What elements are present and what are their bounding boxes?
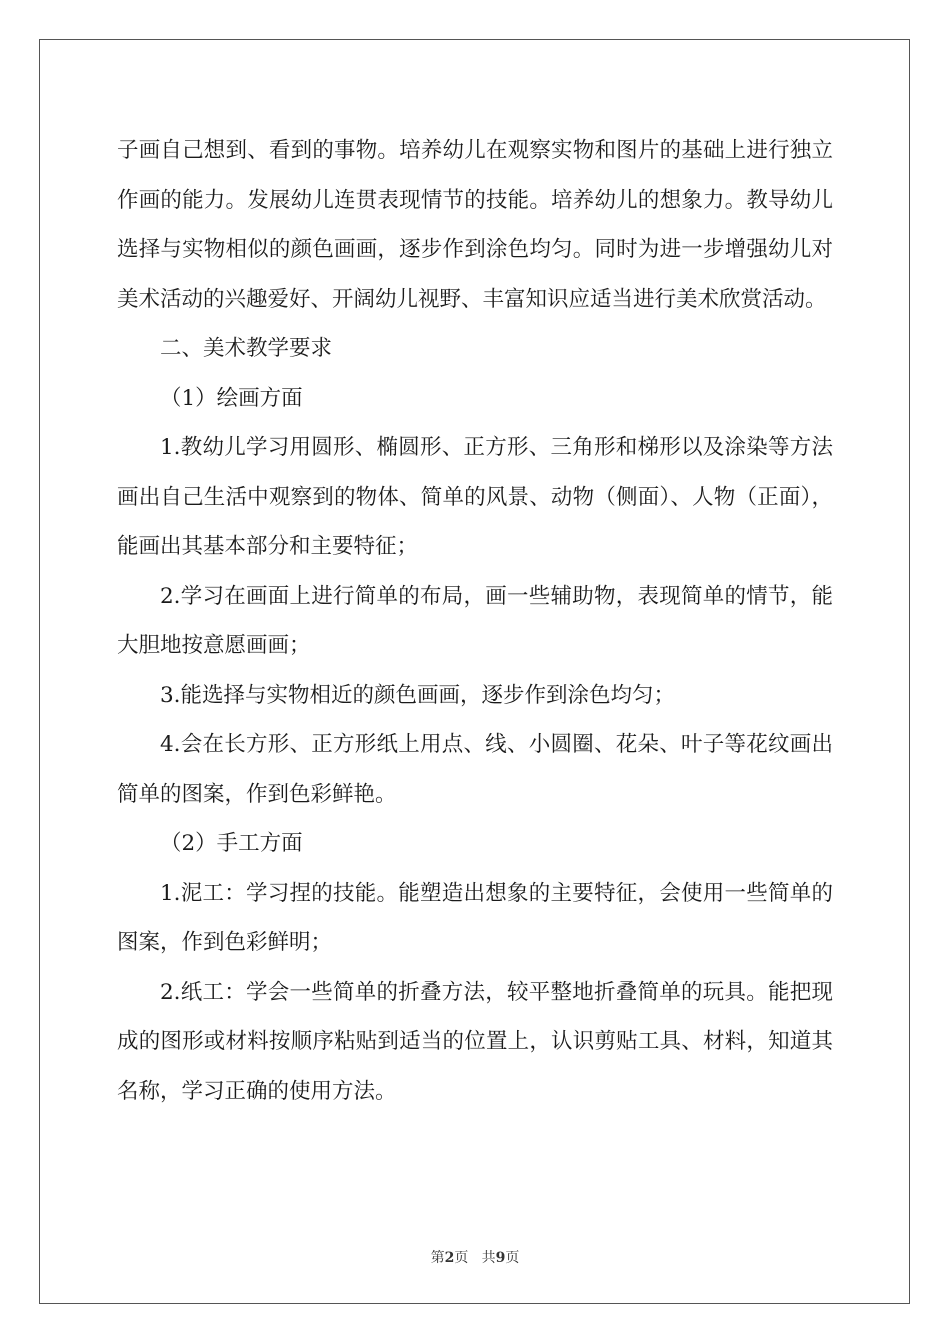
footer-prefix: 第 (430, 1250, 445, 1266)
paragraph-handcraft-2: 2.纸工：学会一些简单的折叠方法，较平整地折叠简单的玩具。能把现成的图形或材料按顺序粘贴到适当的位置上，认识剪贴工具、材料，知道其名称，学习正确的使用方法。 (117, 979, 833, 1104)
paragraph-handcraft-1: 1.泥工：学习捏的技能。能塑造出想象的主要特征，会使用一些简单的图案，作到色彩鲜明； (117, 880, 833, 955)
footer-total-prefix: 共 (481, 1250, 496, 1266)
paragraph-drawing-2: 2.学习在画面上进行简单的布局，画一些辅助物，表现简单的情节，能大胆地按意愿画画； (117, 583, 833, 658)
subheading-handcraft: （2）手工方面 (160, 831, 303, 856)
section-heading-art-teaching-requirements: 二、美术教学要求 (160, 336, 333, 361)
document-body (117, 126, 833, 1116)
page-footer (0, 1247, 950, 1267)
paragraph-continuation: 子画自己想到、看到的事物。培养幼儿在观察实物和图片的基础上进行独立作画的能力。发展幼儿连贯表现情节的技能。培养幼儿的想象力。教导幼儿选择与实物相似的颜色画画，逐步作到涂色均匀。同时为进一步增强幼儿对美术活动的兴趣爱好、开阔幼儿视野、丰富知识应适当进行美术欣赏活动。 (117, 138, 833, 312)
footer-total-pages: 9 (495, 1250, 506, 1266)
subheading-drawing: （1）绘画方面 (160, 385, 303, 411)
paragraph-drawing-4: 4.会在长方形、正方形纸上用点、线、小圆圈、花朵、叶子等花纹画出简单的图案，作到色彩鲜艳。 (117, 732, 833, 807)
paragraph-drawing-1: 1.教幼儿学习用圆形、椭圆形、正方形、三角形和梯形以及涂染等方法画出自己生活中观察到的物体、简单的风景、动物（侧面）、人物（正面），能画出其基本部分和主要特征； (117, 435, 833, 559)
paragraph-drawing-3: 3.能选择与实物相近的颜色画画，逐步作到涂色均匀； (160, 682, 676, 708)
footer-current-page: 2 (444, 1250, 455, 1266)
footer-page-suffix: 页 (454, 1250, 469, 1266)
footer-total-suffix: 页 (505, 1250, 520, 1266)
